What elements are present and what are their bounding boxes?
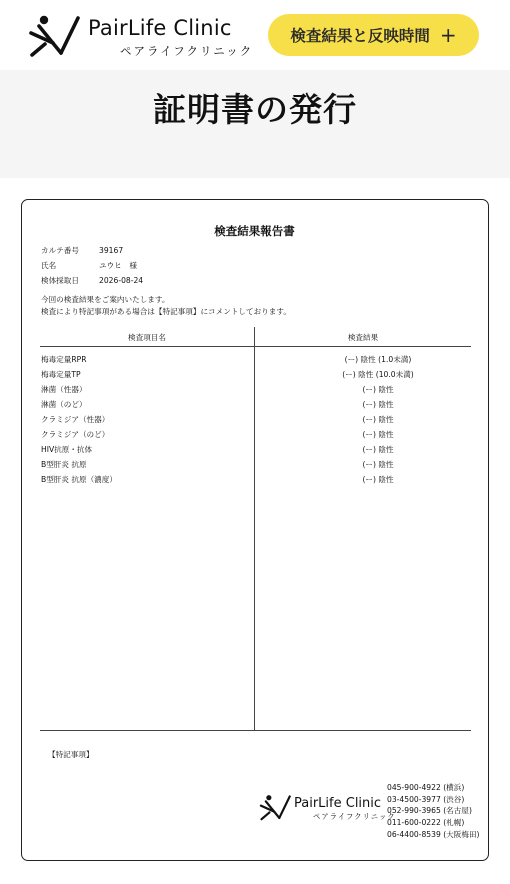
phone-number: 045-900-4922 (横浜) <box>387 783 465 792</box>
test-item: 梅毒定量TP <box>41 370 81 379</box>
column-divider <box>254 327 255 731</box>
clinic-phone-list <box>387 782 480 841</box>
test-item: B型肝炎 抗原 <box>41 460 87 469</box>
title-band <box>0 70 510 178</box>
phone-number: 06-4400-8539 (大阪梅田) <box>387 829 480 839</box>
site-header <box>0 0 510 70</box>
test-result: (ー) 陰性 <box>362 460 394 469</box>
test-result-certificate <box>21 199 489 861</box>
test-item: HIV抗原・抗体 <box>41 445 93 454</box>
phone-number: 052-990-3965 (名古屋) <box>387 806 472 816</box>
logo-brand-kana: ペアライフクリニック <box>120 44 254 58</box>
info-value: 2026-08-24 <box>99 276 144 285</box>
results-and-timing-button[interactable] <box>268 14 479 56</box>
chart-number-row <box>41 245 123 256</box>
logo-figure-icon <box>259 794 291 821</box>
header-rule <box>40 346 471 347</box>
patient-name-row <box>41 260 137 271</box>
info-label: 氏名 <box>41 261 57 270</box>
test-result: (ー) 陰性 (10.0未満) <box>342 370 414 379</box>
info-value: ユウヒ 様 <box>99 261 137 270</box>
logo-figure-icon <box>28 14 80 58</box>
notice-line: 検査により特記事項がある場合は【特記事項】にコメントしております。 <box>41 307 291 316</box>
test-result: (ー) 陰性 <box>362 475 394 484</box>
plus-icon: + <box>439 23 457 47</box>
clinic-logo[interactable] <box>28 12 254 60</box>
test-item: B型肝炎 抗原（濃度） <box>41 475 117 484</box>
test-item: クラミジア（のど） <box>41 430 110 439</box>
info-label: 検体採取日 <box>41 276 79 285</box>
test-item: 梅毒定量RPR <box>41 355 87 364</box>
test-item: 淋菌（性器） <box>41 385 87 394</box>
page-title: 証明書の発行 <box>153 90 357 129</box>
info-value: 39167 <box>99 246 124 255</box>
results-button-label: 検査結果と反映時間 <box>290 27 430 45</box>
test-result: (ー) 陰性 (1.0未満) <box>344 355 412 364</box>
footer-brand-kana: ペアライフクリニック <box>313 812 396 821</box>
table-bottom-rule <box>40 730 471 731</box>
logo-brand-name: PairLife Clinic <box>88 16 232 40</box>
collection-date-row <box>41 275 143 286</box>
notice-line: 今回の検査結果をご案内いたします。 <box>41 295 170 304</box>
certificate-title: 検査結果報告書 <box>214 224 295 238</box>
test-result: (ー) 陰性 <box>362 385 394 394</box>
test-result: (ー) 陰性 <box>362 445 394 454</box>
phone-number: 03-4500-3977 (渋谷) <box>387 794 465 804</box>
test-item: 淋菌（のど） <box>41 400 87 409</box>
phone-number: 011-600-0222 (札幌) <box>387 818 465 828</box>
footer-brand-name: PairLife Clinic <box>294 796 382 811</box>
test-result: (ー) 陰性 <box>362 430 394 439</box>
test-result: (ー) 陰性 <box>362 415 394 424</box>
info-label: カルテ番号 <box>41 246 79 255</box>
test-result: (ー) 陰性 <box>362 400 394 409</box>
remarks-label: 【特記事項】 <box>48 750 94 759</box>
test-item: クラミジア（性器） <box>41 415 110 424</box>
column-header-item: 検査項目名 <box>128 333 166 342</box>
footer-clinic-logo <box>259 792 396 826</box>
column-header-result: 検査結果 <box>347 333 379 342</box>
